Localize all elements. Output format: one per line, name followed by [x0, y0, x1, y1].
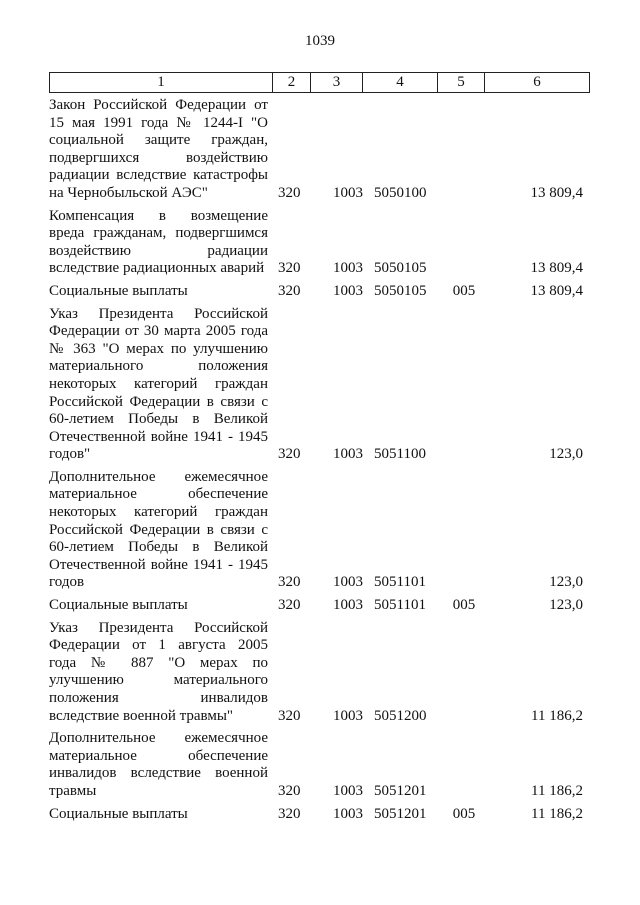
- table-row: [49, 730, 590, 800]
- description-line: годов": [49, 446, 91, 463]
- description-line: годов: [49, 574, 85, 591]
- budget-table-body: [49, 97, 590, 828]
- cell-c3: 1003: [333, 707, 363, 724]
- description-line: Компенсация в возмещение: [49, 207, 268, 224]
- row-description: [49, 806, 268, 824]
- description-line: положения инвалидов: [49, 690, 268, 706]
- header-col-3: 3: [311, 73, 363, 92]
- table-row: [49, 283, 590, 301]
- description-line: 60-летием Победы в Великой: [49, 411, 268, 428]
- cell-c4: 5051101: [374, 574, 426, 591]
- cell-c3: 1003: [333, 574, 363, 591]
- cell-c3: 1003: [333, 184, 363, 201]
- cell-c5: 005: [452, 597, 476, 614]
- description-line: Указ Президента Российской: [49, 305, 268, 322]
- row-description: [49, 208, 268, 278]
- description-line: Федерации от 1 августа 2005: [49, 637, 268, 654]
- cell-c6: 11 186,2: [531, 707, 583, 724]
- description-line: некоторых категорий граждан: [49, 375, 268, 392]
- description-line: года № 887 "О мерах по: [49, 654, 268, 671]
- table-row: [49, 97, 590, 203]
- cell-c4: 5051100: [374, 446, 426, 463]
- cell-c2: 320: [278, 782, 301, 799]
- description-line: Отечественной войне 1941 - 1945: [49, 428, 268, 445]
- header-col-5: 5: [438, 73, 485, 92]
- table-row: [49, 208, 590, 278]
- description-line: Отечественной войне 1941 - 1945: [49, 556, 268, 573]
- description-line: Дополнительное ежемесячное: [49, 730, 268, 747]
- cell-c6: 13 809,4: [530, 184, 583, 201]
- row-description: [49, 97, 268, 203]
- header-col-4: 4: [363, 73, 438, 92]
- description-line: 60-летием Победы в Великой: [49, 539, 268, 556]
- page-number: 1039: [305, 33, 335, 49]
- table-row: [49, 306, 590, 464]
- description-line: материальное обеспечение: [49, 486, 268, 503]
- cell-c2: 320: [278, 282, 301, 299]
- cell-c2: 320: [278, 574, 301, 591]
- description-line: вследствие военной травмы": [49, 707, 234, 724]
- cell-c6: 13 809,4: [530, 260, 583, 277]
- table-header: [49, 72, 590, 93]
- row-description: [49, 730, 268, 800]
- description-line: на Чернобыльской АЭС": [49, 184, 208, 201]
- cell-c4: 5051101: [374, 597, 426, 614]
- description-line: Социальные выплаты: [49, 282, 188, 299]
- description-line: № 363 "О мерах по улучшению: [49, 340, 268, 357]
- cell-c6: 123,0: [549, 574, 583, 591]
- description-line: Федерации от 30 марта 2005 года: [49, 323, 268, 340]
- cell-c5: 005: [452, 805, 476, 822]
- cell-c4: 5050100: [374, 184, 427, 201]
- cell-c4: 5051200: [374, 707, 427, 724]
- cell-c6: 13 809,4: [530, 282, 583, 299]
- table-row: [49, 806, 590, 824]
- cell-c4: 5050105: [374, 260, 427, 277]
- row-description: [49, 283, 268, 301]
- description-line: вреда гражданам, подвергшимся: [49, 225, 268, 242]
- description-line: вследствие радиационных аварий: [49, 260, 265, 277]
- description-line: Закон Российской Федерации от: [49, 97, 268, 113]
- description-line: воздействию радиации: [49, 242, 268, 259]
- cell-c3: 1003: [333, 805, 363, 822]
- description-line: травмы: [49, 782, 97, 799]
- header-col-1: 1: [50, 73, 273, 92]
- description-line: Российской Федерации в связи с: [49, 393, 268, 410]
- cell-c4: 5050105: [374, 282, 427, 299]
- cell-c2: 320: [278, 597, 301, 614]
- header-col-6: 6: [533, 74, 541, 90]
- table-row: [49, 597, 590, 615]
- description-line: некоторых категорий граждан: [49, 504, 268, 521]
- cell-c2: 320: [278, 184, 301, 201]
- cell-c2: 320: [278, 707, 301, 724]
- cell-c4: 5051201: [374, 805, 427, 822]
- description-line: подвергшихся воздействию: [49, 149, 268, 166]
- description-line: материального положения: [49, 358, 268, 375]
- description-line: радиации вследствие катастрофы: [49, 167, 268, 184]
- cell-c5: 005: [452, 282, 476, 299]
- description-line: Социальные выплаты: [49, 805, 188, 822]
- row-description: [49, 597, 268, 615]
- table-row: [49, 469, 590, 592]
- cell-c2: 320: [278, 805, 301, 822]
- description-line: улучшению материального: [49, 672, 268, 689]
- description-line: социальной защите граждан,: [49, 132, 268, 149]
- cell-c2: 320: [278, 446, 301, 463]
- cell-c3: 1003: [333, 782, 363, 799]
- description-line: Дополнительное ежемесячное: [49, 468, 268, 485]
- description-line: инвалидов вследствие военной: [49, 765, 268, 782]
- cell-c6: 123,0: [549, 446, 583, 463]
- description-line: Российской Федерации в связи с: [49, 521, 268, 538]
- cell-c2: 320: [278, 260, 301, 277]
- cell-c6: 11 186,2: [531, 782, 583, 799]
- cell-c4: 5051201: [374, 782, 427, 799]
- table-row: [49, 620, 590, 726]
- cell-c3: 1003: [333, 260, 363, 277]
- description-line: Указ Президента Российской: [49, 619, 268, 636]
- header-col-2: 2: [273, 73, 311, 92]
- cell-c6: 123,0: [549, 597, 583, 614]
- row-description: [49, 469, 268, 592]
- cell-c3: 1003: [333, 597, 363, 614]
- description-line: материальное обеспечение: [49, 747, 268, 764]
- row-description: [49, 306, 268, 464]
- row-description: [49, 620, 268, 726]
- description-line: Социальные выплаты: [49, 597, 188, 614]
- cell-c3: 1003: [333, 446, 363, 463]
- description-line: 15 мая 1991 года № 1244-I "О: [49, 114, 268, 131]
- cell-c3: 1003: [333, 282, 363, 299]
- cell-c6: 11 186,2: [531, 805, 583, 822]
